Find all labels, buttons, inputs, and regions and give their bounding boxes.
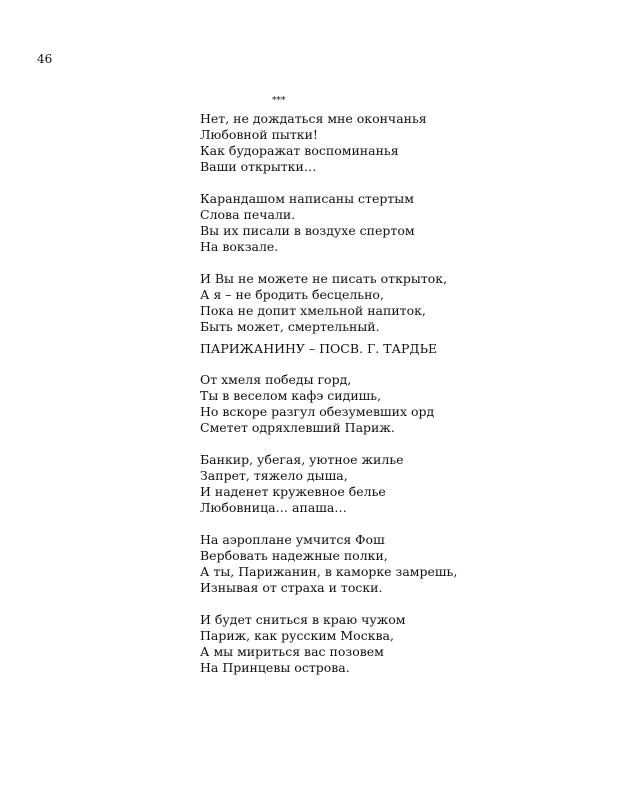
poem2-stanza-1-line-1: От хмеля победы горд, (200, 372, 352, 387)
poem2-stanza-4-line-2: Париж, как русским Москва, (200, 628, 394, 643)
poem1-stanza-3-line-2: А я – не бродить бесцельно, (200, 287, 384, 302)
poem2-stanza-4-line-1: И будет сниться в краю чужом (200, 612, 406, 627)
poem2-stanza-2 (200, 452, 600, 516)
page-content (200, 93, 600, 676)
poem1-stanza-1-line-1: Нет, не дождаться мне окончанья (200, 111, 427, 126)
poem2-stanza-4-line-4: На Принцевы острова. (200, 660, 350, 675)
poem2-stanza-3 (200, 532, 600, 596)
poem2-stanza-2-line-3: И наденет кружевное белье (200, 484, 386, 499)
poem2-stanza-3-line-1: На аэроплане умчится Фош (200, 532, 385, 547)
poem1-stanza-3 (200, 271, 600, 335)
poem1-stanza-3-line-3: Пока не допит хмельной напиток, (200, 303, 426, 318)
poem2-stanza-1-line-3: Но вскоре разгул обезумевших орд (200, 404, 435, 419)
poem2-stanza-2-line-1: Банкир, убегая, уютное жилье (200, 452, 404, 467)
poem1-stanza-1-line-4: Ваши открытки… (200, 159, 317, 174)
poem1-stanza-2-line-4: На вокзале. (200, 239, 279, 254)
poem2-stanza-3-line-4: Изнывая от страха и тоски. (200, 580, 383, 595)
poem2-stanza-3-line-2: Вербовать надежные полки, (200, 548, 388, 563)
poem2-stanza-4 (200, 612, 600, 676)
poem2-stanza-1-line-4: Сметет одряхлевший Париж. (200, 420, 395, 435)
poem2-stanza-4-line-3: А мы мириться вас позовем (200, 644, 384, 659)
poem2-stanza-1 (200, 372, 600, 436)
poem-parizhaninu (200, 372, 600, 676)
poem1-stanza-2-line-1: Карандашом написаны стертым (200, 191, 414, 206)
poem2-stanza-3-line-3: А ты, Парижанин, в каморке замрешь, (200, 564, 458, 579)
poem1-stanza-1-line-2: Любовной пытки! (200, 127, 318, 142)
poem1-stanza-3-line-1: И Вы не можете не писать открыток, (200, 271, 448, 286)
poem1-stanza-2 (200, 191, 600, 255)
poem1-stanza-1 (200, 111, 600, 175)
poem-title: ПАРИЖАНИНУ – ПОСВ. Г. ТАРДЬЕ (200, 341, 438, 356)
poem2-stanza-2-line-2: Запрет, тяжело дыша, (200, 468, 348, 483)
poem1-stanza-2-line-3: Вы их писали в воздухе спертом (200, 223, 415, 238)
section-separator: *** (272, 96, 286, 106)
poem1-stanza-1-line-3: Как будоражат воспоминанья (200, 143, 399, 158)
page-number: 46 (37, 52, 53, 66)
poem1-stanza-3-line-4: Быть может, смертельный. (200, 319, 380, 334)
poem2-stanza-1-line-2: Ты в веселом кафэ сидишь, (200, 388, 382, 403)
poem2-stanza-2-line-4: Любовница… апаша… (200, 500, 347, 515)
poem-untitled (200, 111, 600, 335)
poem1-stanza-2-line-2: Слова печали. (200, 207, 296, 222)
